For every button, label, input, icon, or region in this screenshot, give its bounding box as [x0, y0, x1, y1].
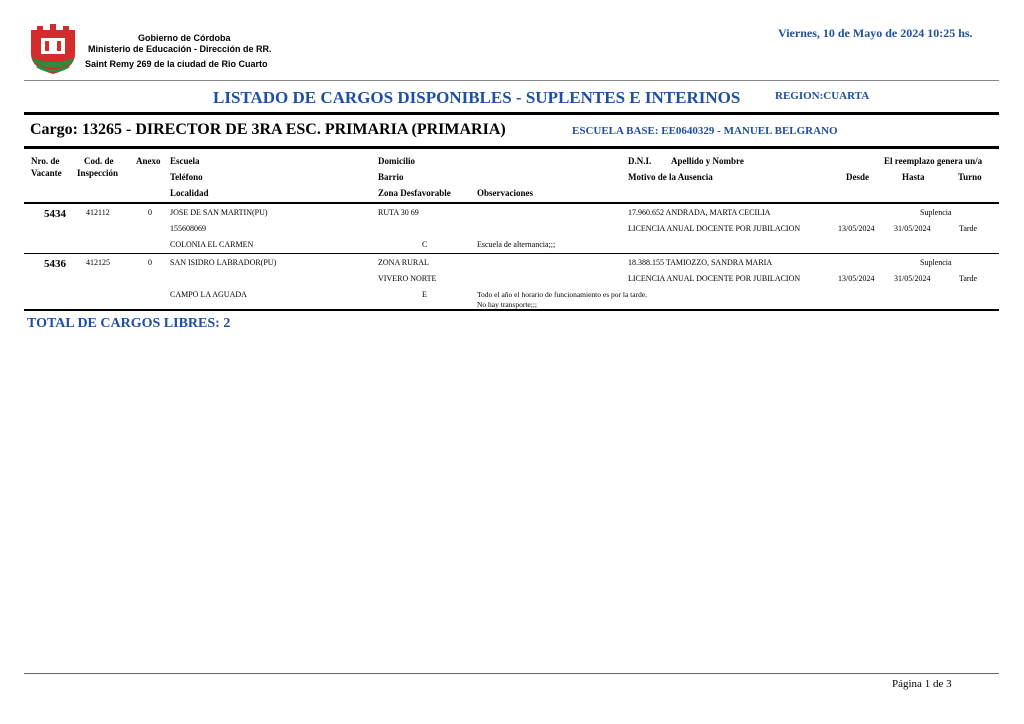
footer-divider — [24, 673, 999, 674]
cordoba-logo — [27, 24, 79, 78]
col-domicilio: Domicilio — [378, 156, 415, 166]
cargo-title: Cargo: 13265 - DIRECTOR DE 3RA ESC. PRIMARIA (PRIMARIA) — [30, 121, 506, 138]
reemplazo-tipo: Suplencia — [920, 258, 952, 267]
header-divider — [24, 80, 999, 81]
desde-date: 13/05/2024 — [838, 274, 875, 283]
col-telefono: Teléfono — [170, 172, 203, 182]
title-divider — [24, 112, 999, 115]
row-divider — [24, 253, 999, 254]
col-dni: D.N.I. — [628, 156, 652, 166]
telefono-value: 155608069 — [170, 224, 206, 233]
motivo-value: LICENCIA ANUAL DOCENTE POR JUBILACION — [628, 274, 801, 283]
vacante-number: 5436 — [44, 258, 66, 270]
table-bottom-divider — [24, 309, 999, 311]
col-localidad: Localidad — [170, 188, 209, 198]
observaciones-line1: Escuela de alternancia;;; — [477, 240, 556, 249]
localidad-value: COLONIA EL CARMEN — [170, 240, 254, 249]
cargo-divider — [24, 146, 999, 149]
hasta-date: 31/05/2024 — [894, 224, 931, 233]
barrio-value: VIVERO NORTE — [378, 274, 437, 283]
turno-value: Tarde — [959, 274, 978, 283]
domicilio-value: ZONA RURAL — [378, 258, 429, 267]
col-apellido: Apellido y Nombre — [671, 156, 744, 166]
col-desde: Desde — [846, 172, 869, 182]
total-cargos: TOTAL DE CARGOS LIBRES: 2 — [27, 316, 231, 331]
reemplazo-tipo: Suplencia — [920, 208, 952, 217]
col-motivo: Motivo de la Ausencia — [628, 172, 713, 182]
escuela-base: ESCUELA BASE: EE0640329 - MANUEL BELGRANO — [572, 125, 838, 137]
inspeccion-code: 412112 — [86, 208, 110, 217]
header-row-divider — [24, 202, 999, 204]
inspeccion-code: 412125 — [86, 258, 110, 267]
escuela-name: JOSE DE SAN MARTIN(PU) — [170, 208, 268, 217]
localidad-value: CAMPO LA AGUADA — [170, 290, 247, 299]
report-title: LISTADO DE CARGOS DISPONIBLES - SUPLENTES E INTERINOS — [213, 88, 741, 107]
dni-nombre: 18.388.155 TAMIOZZO, SANDRA MARIA — [628, 258, 773, 267]
col-reemplazo: El reemplazo genera un/a — [884, 156, 983, 166]
anexo-value: 0 — [148, 258, 152, 267]
motivo-value: LICENCIA ANUAL DOCENTE POR JUBILACION — [628, 224, 801, 233]
escuela-name: SAN ISIDRO LABRADOR(PU) — [170, 258, 277, 267]
report-datetime: Viernes, 10 de Mayo de 2024 10:25 hs. — [778, 26, 973, 40]
anexo-value: 0 — [148, 208, 152, 217]
col-escuela: Escuela — [170, 156, 200, 166]
col-barrio: Barrio — [378, 172, 404, 182]
region-label: REGION:CUARTA — [775, 90, 870, 102]
vacante-number: 5434 — [44, 208, 66, 220]
col-nro: Nro. de — [31, 156, 60, 166]
desde-date: 13/05/2024 — [838, 224, 875, 233]
col-nro-2: Vacante — [31, 168, 62, 178]
col-observaciones: Observaciones — [477, 188, 533, 198]
observaciones-line1: Todo el año el horario de funcionamiento es por la tarde. — [477, 290, 648, 299]
hasta-date: 31/05/2024 — [894, 274, 931, 283]
col-cod: Cod. de — [84, 156, 114, 166]
org-address: Saint Remy 269 de la ciudad de Rio Cuarto — [85, 59, 268, 69]
domicilio-value: RUTA 30 69 — [378, 208, 419, 217]
col-hasta: Hasta — [902, 172, 925, 182]
turno-value: Tarde — [959, 224, 978, 233]
page-number: Página 1 de 3 — [892, 678, 952, 690]
col-cod-2: Inspección — [77, 168, 119, 178]
observaciones-line2: No hay transporte;;; — [477, 300, 537, 309]
col-turno: Turno — [958, 172, 982, 182]
col-anexo: Anexo — [136, 156, 161, 166]
coat-of-arms-icon — [27, 24, 79, 78]
zona-value: E — [422, 290, 427, 299]
col-zona: Zona Desfavorable — [378, 188, 451, 198]
zona-value: C — [422, 240, 428, 249]
org-department: Ministerio de Educación - Dirección de RR. — [88, 44, 272, 54]
org-name: Gobierno de Córdoba — [138, 33, 231, 43]
dni-nombre: 17.960.652 ANDRADA, MARTA CECILIA — [628, 208, 771, 217]
